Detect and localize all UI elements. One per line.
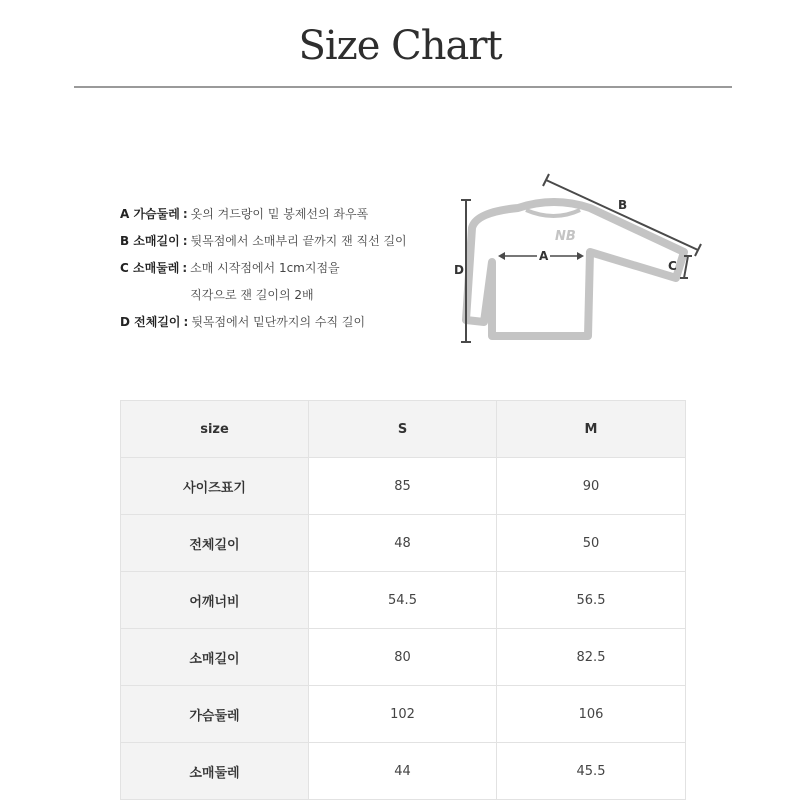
legend-description [190, 260, 339, 303]
legend-separator: : [182, 261, 188, 275]
legend-separator: : [182, 207, 188, 221]
header-s: S [309, 401, 497, 458]
garment-collar [526, 210, 580, 216]
table-row [121, 515, 686, 572]
diagram-label-b: B [618, 198, 628, 212]
size-table [120, 400, 686, 800]
legend-item-sleeve-width [120, 260, 465, 303]
row-label: 가슴둘레 [121, 686, 309, 743]
legend-separator: : [183, 315, 189, 329]
legend-item-chest [120, 206, 465, 222]
cell-m: 82.5 [497, 629, 686, 686]
header-size: size [121, 401, 309, 458]
header-m: M [497, 401, 686, 458]
table-row [121, 629, 686, 686]
measure-a-arrow-right [577, 252, 584, 260]
legend-separator: : [182, 234, 188, 248]
cell-s: 54.5 [309, 572, 497, 629]
table-row [121, 686, 686, 743]
cell-m: 45.5 [497, 743, 686, 800]
row-label: 어깨너비 [121, 572, 309, 629]
cell-m: 56.5 [497, 572, 686, 629]
legend-description-line2: 직각으로 잰 길이의 2배 [190, 288, 314, 302]
row-label: 소매둘레 [121, 743, 309, 800]
legend-description: 뒷목점에서 소매부리 끝까지 잰 직선 길이 [190, 234, 407, 248]
title-divider [74, 86, 732, 88]
diagram-label-c: C [668, 259, 677, 273]
row-label: 전체길이 [121, 515, 309, 572]
legend-item-total-length [120, 314, 465, 330]
legend-key: A 가슴둘레 [120, 207, 180, 221]
row-label: 사이즈표기 [121, 458, 309, 515]
measurement-legend [120, 206, 465, 341]
cell-m: 106 [497, 686, 686, 743]
garment-outline [466, 202, 684, 336]
table-row [121, 458, 686, 515]
cell-m: 90 [497, 458, 686, 515]
diagram-label-a: A [539, 249, 549, 263]
cell-s: 48 [309, 515, 497, 572]
page-title: Size Chart [298, 23, 502, 69]
cell-s: 85 [309, 458, 497, 515]
legend-key: D 전체길이 [120, 315, 181, 329]
measure-a-arrow-left [498, 252, 505, 260]
cell-s: 44 [309, 743, 497, 800]
diagram-label-d: D [454, 263, 464, 277]
legend-description-line1: 소매 시작점에서 1cm지점을 [190, 261, 340, 275]
legend-description: 뒷목점에서 밑단까지의 수직 길이 [191, 315, 366, 329]
garment-diagram [452, 170, 712, 350]
table-row [121, 743, 686, 800]
nb-logo: NB [555, 229, 576, 244]
row-label: 소매길이 [121, 629, 309, 686]
legend-key: B 소매길이 [120, 234, 180, 248]
cell-s: 80 [309, 629, 497, 686]
legend-description: 옷의 겨드랑이 밑 봉제선의 좌우폭 [190, 207, 369, 221]
table-row [121, 572, 686, 629]
cell-m: 50 [497, 515, 686, 572]
legend-key: C 소매둘레 [120, 261, 180, 275]
legend-item-sleeve-length [120, 233, 465, 249]
cell-s: 102 [309, 686, 497, 743]
table-header-row [121, 401, 686, 458]
